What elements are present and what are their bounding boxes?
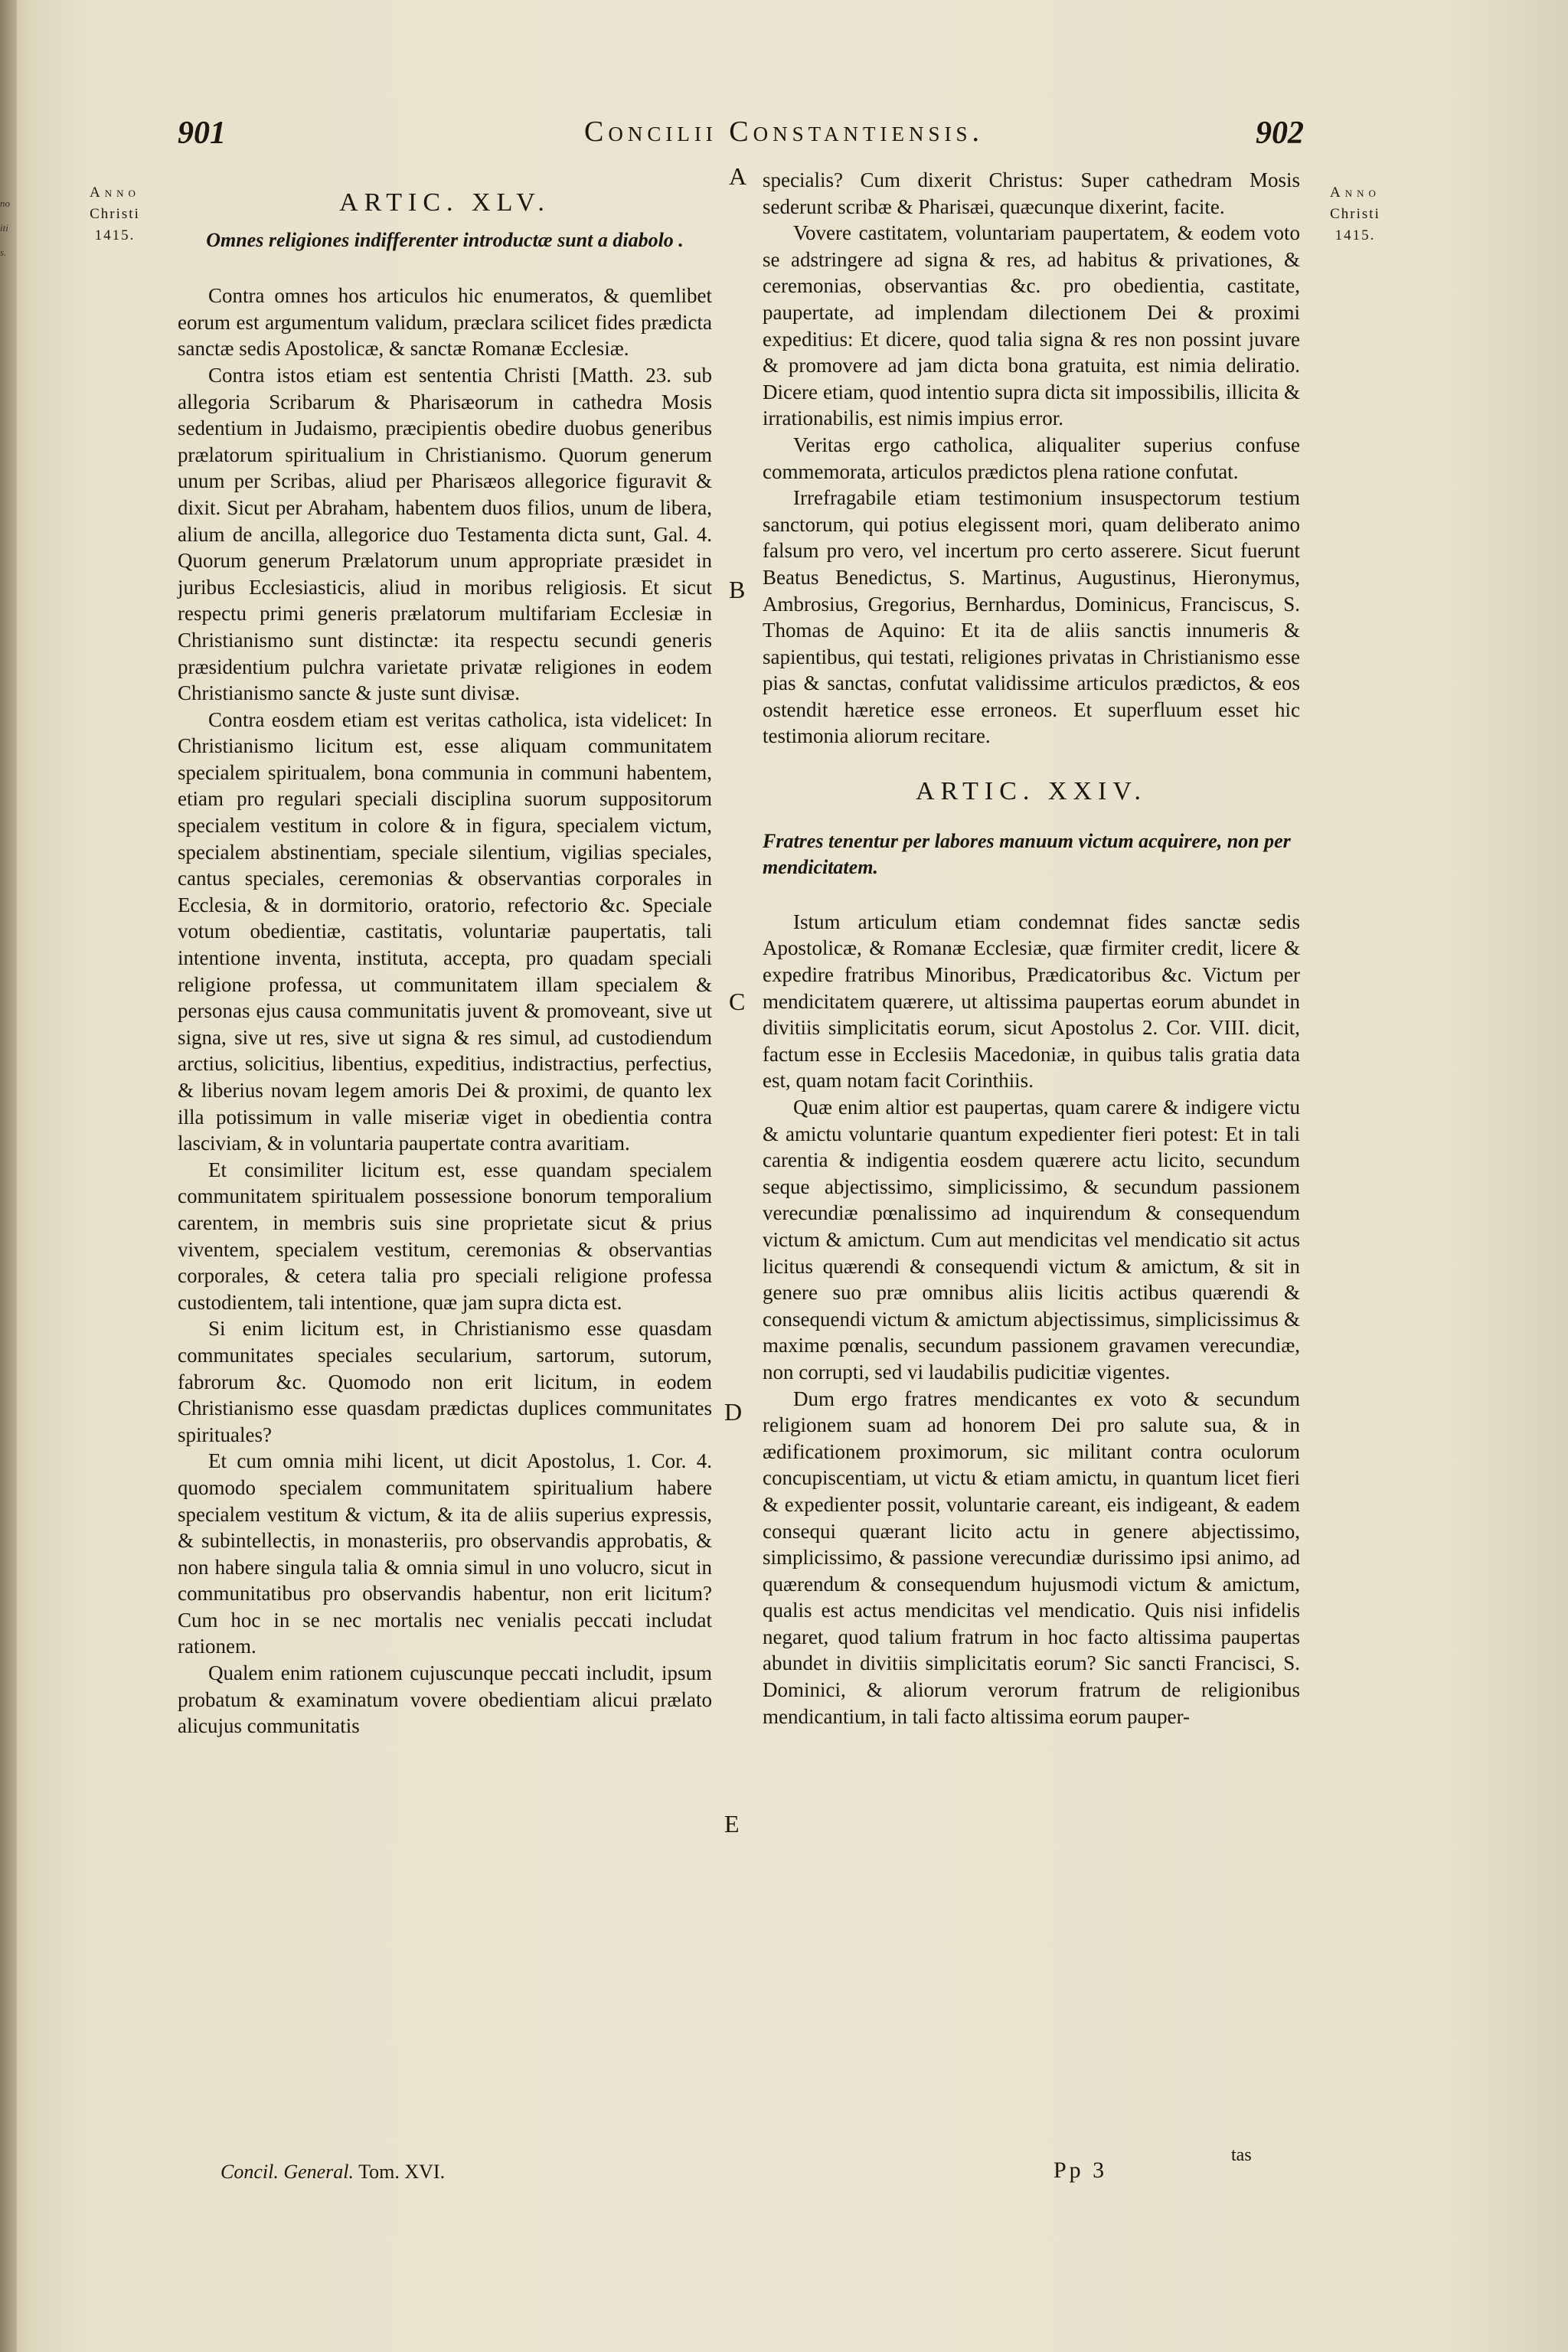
paragraph: Et cum omnia mihi licent, ut dicit Apostolus, 1. Cor. 4. quomodo specialem communitatem spiritualium habere specialem vestitum & victum, & ita de aliis superius expressis, & subintellectis, in monasteriis, pro observandis approbatis, & non habere singula talia & omnia simul in uno volucro, sicut in communitatibus pro observandis habentur, non erit licitum? Cum hoc in se nec mortalis nec venialis peccati includat rationem. [178,1449,712,1658]
margin-christi: Christi [90,206,140,222]
right-column [763,167,1300,1730]
edge-fragment: no [0,198,10,209]
margin-year: 1415. [1334,227,1376,243]
paragraph: Irrefragabile etiam testimonium insuspectorum testium sanctorum, qui potius elegissent mori, quam deliberato animo falsum pro vero, vel incertum pro certo asserere. Sicut fuerunt Beatus Benedictus, S. Martinus, Augustinus, Hieronymus, Ambrosius, Gregorius, Bernhardus, Dominicus, Franciscus, S. Thomas de Aquino: Et ita de aliis sanctis innumeris & sapientibus, qui testati, religiones privatas in Christianismo esse pias & sanctas, confutat validissime articulos prædictos, & eos ostendit hæretice esse erroneos. Et superfluum esset hic testimonia aliorum recitare. [763,486,1300,748]
paragraph: Vovere castitatem, voluntariam paupertatem, & eodem voto se adstringere ad signa & res, ad habitus & privationes, & ceremonias, observantias &c. pro obedientia, castitate, paupertate, ad implendam dilectionem Dei & proximi expeditius: Et dicere, quod talia signa & res non possint juvare & promovere ad jam dicta bona gratuita, est nimia deliratio. Dicere etiam, quod intentio supra dicta sit impossibilis, illicita & irrationabilis, est nimis impius error. [763,221,1300,430]
article-heading: ARTIC. XXIV. [915,777,1148,806]
paragraph: Qualem enim rationem cujuscunque peccati includit, ipsum probatum & examinatum vovere obedientiam alicui prælato alicujus communitatis [178,1661,712,1738]
margin-year-left [61,182,168,247]
paragraph: Istum articulum etiam condemnat fides sanctæ sedis Apostolicæ, & Romanæ Ecclesiæ, quæ firmiter credit, licere & expedire fratribus Minoribus, Prædicatoribus &c. Victum per mendicitatem quærere, ut altissima paupertas eorum abundet in divitiis simplicitatis eorum, sicut Apostolus 2. Cor. VIII. dicit, factum esse in Ecclesiis Macedoniæ, in quibus talis gratia data est, quam notam facit Corinthiis. [763,910,1300,1093]
edge-fragment: iti [0,222,8,234]
footer-volume: Tom. XVI. [358,2161,446,2183]
previous-page-edge [0,0,17,2352]
article-subheading: Fratres tenentur per labores manuum victum acquirere, non per mendicitatem. [763,829,1291,879]
paragraph: Quæ enim altior est paupertas, quam carere & indigere victu & amictu voluntarie quantum expedienter fieri potest: Et in tali carentia & indigentia eosdem quærere actu licito, secundum seque abjectissimo, simplicissimo, & secundum passionem verecundiæ pœnalissimo ad inquirendum & consequendum victum & amictum. Cum aut mendicitas vel mendicatio sit actus licitus quærendi & consequendi victum & amictum, & sit in genere suo præ omnibus aliis licitis actibus quærendi & consequendi victum & amictum abjectissimus, simplicissimus & maxime pœnalis, secundum passionem gravamen verecundiæ, non corrupti, sed vi laudabilis pudicitiæ vigentes. [763,1096,1300,1383]
article-subheading: Omnes religiones indifferenter introductæ sunt a diabolo . [206,228,684,251]
footer-signature-right: Pp 3 [1054,2158,1108,2183]
section-marker-a: A [729,162,747,190]
article-heading: ARTIC. XLV. [339,188,550,217]
margin-anno: Anno [1330,185,1380,201]
paragraph: Veritas ergo catholica, aliqualiter superius confuse commemorata, articulos prædictos plena ratione confutat. [763,433,1300,483]
paragraph: Dum ergo fratres mendicantes ex voto & secundum religionem suam ad honorem Dei pro salute sua, & in ædificationem proximorum, sic militant contra oculorum concupiscentiam, ut victu & etiam amictu, in quantum licet fieri & expedienter possit, voluntarie careant, eis indigeant, & eadem consequi quærant licito actu in genere abjectissimo, simplicissimo, & passione verecundiæ durissimo ipsi animo, ad quærendum & consequendum hujusmodi victum & amictum, qualis est actus mendicitas vel mendicatio. Quis nisi infidelis negaret, quod talium fratrum in hoc facto altissima paupertas abundet in divitiis simplicitatis eorum? Sic sancti Francisci, S. Dominici, & aliorum verorum fratrum de religionibus mendicantium, in tali facto altissima eorum pauper- [763,1387,1300,1728]
margin-christi: Christi [1330,206,1380,222]
paragraph: Et consimiliter licitum est, esse quandam specialem communitatem spiritualem possessione bonorum temporalium carentem, in membris suis sine proprietate sicut & prius viventem, specialem vestitum, ceremonias & observantias corporales, & cetera talia pro speciali religione professa custodientem, tali intentione, quæ jam supra dicta est. [178,1158,712,1314]
page-number-right: 902 [1256,116,1304,151]
margin-anno: Anno [90,185,140,201]
paragraph: specialis? Cum dixerit Christus: Super cathedram Mosis sederunt scribæ & Pharisæi, quæcunque dixerint, facite. [763,168,1300,218]
section-marker-e: E [724,1810,740,1838]
page-number-left: 901 [178,116,226,151]
margin-year-right [1302,182,1409,247]
section-marker-c: C [729,988,746,1015]
paragraph: Contra eosdem etiam est veritas catholica, ista videlicet: In Christianismo licitum est, esse aliquam communitatem specialem spiritualem, bona communia in communi habentem, etiam pro regulari speciali disciplina suorum suppositorum specialem vestitum in colore & in figura, specialem victum, specialem abstinentiam, speciale silentium, vigilias speciales, cantus speciales, ceremonias & observantias corporales in Ecclesia, & in dormitorio, oratorio, refectorio &c. Speciale votum obedientiæ, castitatis, voluntariæ paupertatis, tali intentione inventa, instituta, accepta, pro quadam speciali religione professa, ut communitatem illam specialem & personas ejus causa communitatis juvent & promoveant, sive ut signa, sive ut res, sive ut signa & res simul, ad custodiendum arctius, solicitius, libentius, expeditius, indistractius, perfectius, & liberius novam legem amoris Dei & proximi, de quanto lex illa potissimum in valle miseriæ viget in obedientia contra lasciviam, & in voluntaria paupertate contra avaritiam. [178,707,712,1155]
section-marker-b: B [729,576,746,603]
left-column [178,190,712,1740]
margin-year: 1415. [94,227,136,243]
edge-fragment: s. [0,247,7,258]
footer-concil: Concil. General. [220,2161,354,2183]
paragraph: Contra omnes hos articulos hic enumeratos, & quemlibet eorum est argumentum validum, præclara scilicet fides prædicta sanctæ sedis Apostolicæ, & sanctæ Romanæ Ecclesiæ. [178,284,712,361]
running-title: Concilii Constantiensis. [583,116,984,148]
section-marker-d: D [724,1398,743,1426]
paragraph: Contra istos etiam est sententia Christi [Matth. 23. sub allegoria Scribarum & Pharisæorum in cathedra Mosis sedentium in Judaismo, præcipientis obedire duobus generibus prælatorum spiritualium in Christianismo. Quorum generum unum per Scribas, aliud per Pharisæos allegorice figuravit & dixit. Sicut per Abraham, habentem duos filios, unum de libera, alium de ancilla, allegorice duo Testamenta dicta sunt, Gal. 4. Quorum generum Prælatorum unum appropriate præsidet in juribus Ecclesiasticis, aliud in moribus religiosis. Et sicut respectu primi generis prælatorum multifariam Ecclesiæ in Christianismo sunt distinctæ: ita respectu secundi generis præsidentium pulchra varietate privatæ religiones in eodem Christianismo sancte & juste sunt divisæ. [178,363,712,705]
paragraph: Si enim licitum est, in Christianismo esse quasdam communitates speciales secularium, sartorum, sutorum, fabrorum &c. Quomodo non erit licitum, in eodem Christianismo esse quasdam prædictas duplices communitates spirituales? [178,1317,712,1446]
footer-signature-left [220,2161,445,2184]
footer-catchword: tas [1231,2145,1252,2165]
